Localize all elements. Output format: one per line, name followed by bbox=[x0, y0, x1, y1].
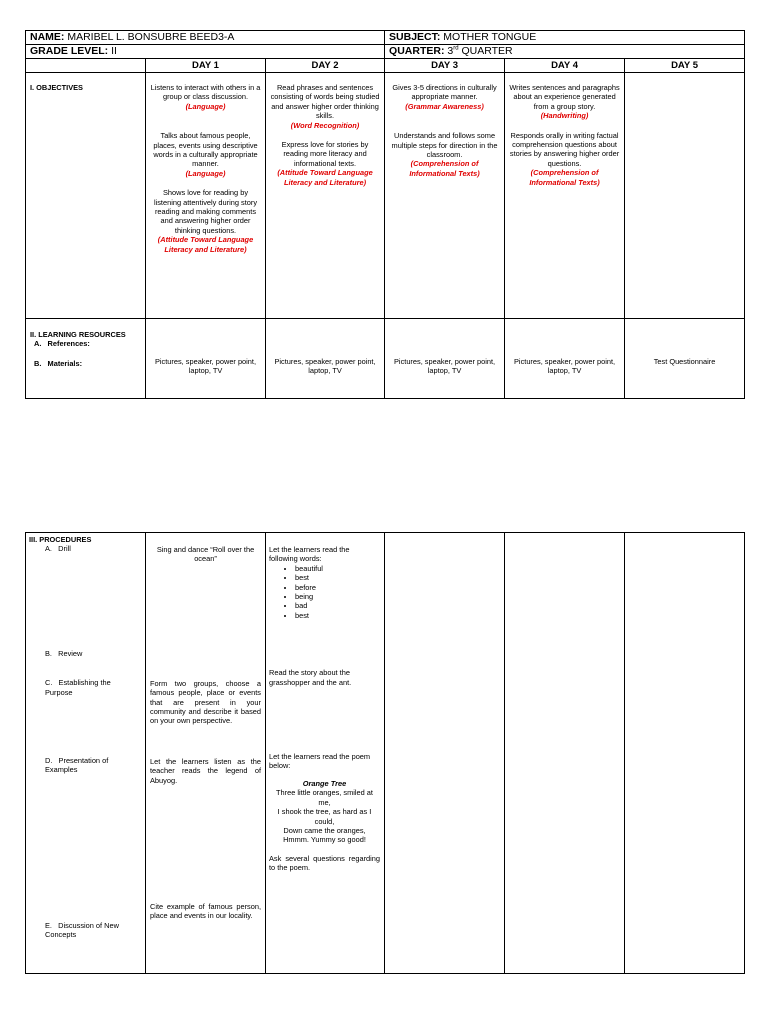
poem-line: Hmmm. Yummy so good! bbox=[283, 835, 366, 845]
quarter-sup: rd bbox=[453, 45, 459, 52]
day-2-header: DAY 2 bbox=[266, 59, 385, 73]
word-item: • before bbox=[295, 583, 380, 592]
objective-text: Responds orally in writing factual comprehension questions about stories by answering higher order questions. bbox=[509, 130, 620, 168]
day3-procedures bbox=[385, 533, 505, 974]
day2-materials: Pictures, speaker, power point, laptop, TV bbox=[266, 319, 385, 399]
poem-line: Three little oranges, smiled at me, bbox=[276, 788, 373, 807]
drill-day1: Sing and dance “Roll over the ocean” bbox=[156, 545, 255, 564]
purpose-day2: Read the story about the grasshopper and the ant. bbox=[269, 668, 352, 687]
word-item: • best bbox=[295, 611, 380, 620]
procedures-label: III. PROCEDURES bbox=[29, 535, 92, 544]
poem-title: Orange Tree bbox=[302, 778, 347, 788]
day2-objectives bbox=[266, 73, 385, 319]
subject-label: SUBJECT: bbox=[389, 31, 441, 43]
references-label: A. References: bbox=[34, 339, 90, 349]
objective-tag: (Comprehension of Informational Texts) bbox=[409, 159, 480, 178]
discussion-day1: Cite example of famous person, place and events in our locality. bbox=[150, 902, 261, 921]
drill-day2-intro: Let the learners read the following words: bbox=[269, 545, 350, 564]
objective-text: Talks about famous people, places, events using descriptive words in a culturally appropriate manner. bbox=[153, 131, 258, 169]
objective-text: Read phrases and sentences consisting of words being studied and answer higher order thinking skills. bbox=[270, 83, 380, 121]
examples-day2-intro: Let the learners read the poem below: bbox=[269, 752, 371, 771]
day3-objectives bbox=[385, 73, 505, 319]
subject-cell bbox=[385, 31, 745, 45]
grade-label: GRADE LEVEL: bbox=[30, 45, 109, 57]
objectives-label-cell bbox=[26, 73, 146, 319]
day3-materials: Pictures, speaker, power point, laptop, TV bbox=[385, 319, 505, 399]
objective-text: Shows love for reading by listening attentively during story reading and making comments and answering higher order thinking questions. bbox=[153, 188, 258, 235]
objective-tag: (Word Recognition) bbox=[290, 120, 360, 130]
day4-procedures bbox=[505, 533, 625, 974]
name-value: MARIBEL L. BONSUBRE BEED3-A bbox=[67, 31, 235, 43]
discussion-label: E. Discussion of New Concepts bbox=[45, 920, 119, 940]
drill-word-list bbox=[269, 564, 380, 620]
objective-text: Listens to interact with others in a group or class discussion. bbox=[150, 83, 261, 102]
quarter-value: QUARTER bbox=[461, 45, 513, 57]
objective-tag: (Handwriting) bbox=[540, 111, 589, 121]
resources-label: II. LEARNING RESOURCES bbox=[30, 330, 126, 339]
word-item: • bad bbox=[295, 601, 380, 610]
day-3-header: DAY 3 bbox=[385, 59, 505, 73]
quarter-label: QUARTER: bbox=[389, 45, 445, 57]
day-5-header: DAY 5 bbox=[625, 59, 745, 73]
day1-materials: Pictures, speaker, power point, laptop, TV bbox=[146, 319, 266, 399]
poem-line: Down came the oranges, bbox=[283, 825, 366, 835]
word-item: • beautiful bbox=[295, 564, 380, 573]
objective-tag: (Attitude Toward Language Literacy and Literature) bbox=[277, 168, 373, 187]
objective-tag: (Comprehension of Informational Texts) bbox=[529, 168, 600, 187]
objectives-label: I. OBJECTIVES bbox=[30, 83, 83, 92]
objective-text: Understands and follows some multiple steps for direction in the classroom. bbox=[391, 131, 498, 160]
day5-materials: Test Questionnaire bbox=[625, 319, 745, 399]
examples-day1: Let the learners listen as the teacher reads the legend of Abuyog. bbox=[150, 756, 261, 785]
day5-procedures bbox=[625, 533, 745, 974]
quarter-cell bbox=[385, 45, 745, 59]
objective-text: Gives 3-5 directions in culturally appropriate manner. bbox=[392, 83, 497, 102]
poem-line: I shook the tree, as hard as I could, bbox=[277, 807, 372, 826]
day2-procedures bbox=[266, 533, 385, 974]
examples-day2-ask: Ask several questions regarding to the poem. bbox=[269, 853, 380, 873]
day4-materials: Pictures, speaker, power point, laptop, TV bbox=[505, 319, 625, 399]
drill-label: A. Drill bbox=[45, 544, 71, 554]
objective-tag: (Attitude Toward Language Literacy and Literature) bbox=[157, 235, 254, 254]
objective-tag: (Language) bbox=[185, 168, 226, 178]
lesson-plan-table-top bbox=[25, 30, 745, 399]
day-1-header: DAY 1 bbox=[146, 59, 266, 73]
day1-procedures bbox=[146, 533, 266, 974]
objective-text: Express love for stories by reading more literacy and informational texts. bbox=[281, 140, 369, 168]
objective-tag: (Language) bbox=[185, 101, 226, 111]
review-label: B. Review bbox=[45, 648, 83, 658]
materials-label: B. Materials: bbox=[34, 358, 83, 368]
day5-objectives bbox=[625, 73, 745, 319]
procedures-label-cell bbox=[26, 533, 146, 974]
grade-cell bbox=[26, 45, 385, 59]
purpose-label: C. Establishing the Purpose bbox=[45, 678, 111, 697]
word-item: • best bbox=[295, 573, 380, 582]
quarter-num: 3 bbox=[447, 45, 454, 57]
day-4-header: DAY 4 bbox=[505, 59, 625, 73]
examples-label: D. Presentation of Examples bbox=[45, 756, 109, 775]
day4-objectives bbox=[505, 73, 625, 319]
lesson-plan-table-bottom bbox=[25, 532, 745, 974]
purpose-day1: Form two groups, choose a famous people, place or events that are present in your community and describe it based on your own perspective. bbox=[150, 678, 261, 726]
subject-value: MOTHER TONGUE bbox=[443, 31, 537, 43]
grade-value: II bbox=[111, 45, 117, 57]
name-cell bbox=[26, 31, 385, 45]
blank-header-cell bbox=[26, 59, 146, 73]
resources-label-cell bbox=[26, 319, 146, 399]
name-label: NAME: bbox=[30, 31, 65, 43]
objective-text: Writes sentences and paragraphs about an experience generated from a group story. bbox=[509, 83, 620, 111]
day1-objectives bbox=[146, 73, 266, 319]
objective-tag: (Grammar Awareness) bbox=[405, 101, 484, 111]
word-item: • being bbox=[295, 592, 380, 601]
